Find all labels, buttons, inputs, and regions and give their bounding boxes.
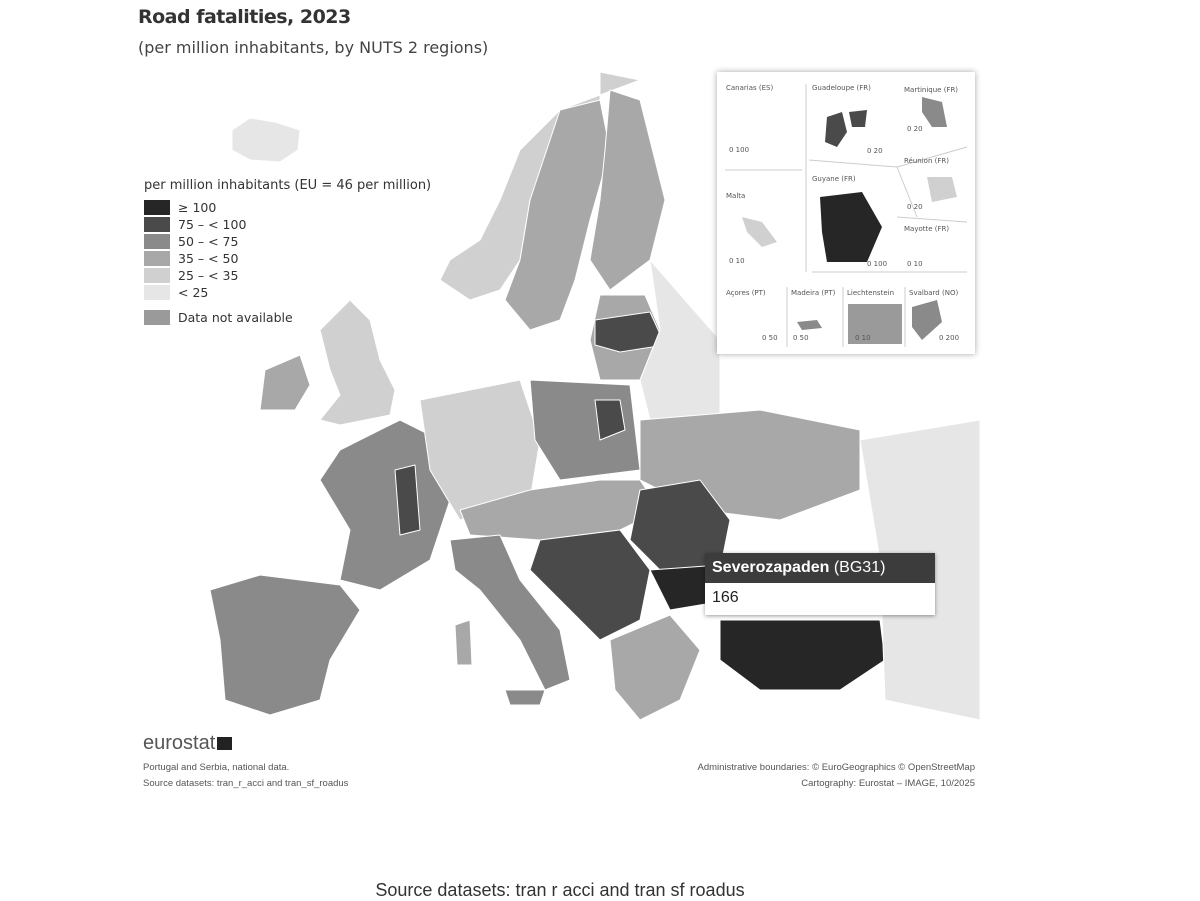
region-ireland[interactable] [260, 355, 310, 410]
inset-panel [717, 72, 975, 354]
inset-scale: 0 200 [939, 334, 960, 342]
inset-guadeloupe [825, 110, 867, 147]
inset-scale: 0 50 [793, 334, 809, 342]
legend-swatch [144, 251, 170, 266]
inset-label-svalbard: Svalbard (NO) [909, 289, 959, 297]
region-tooltip [705, 553, 935, 615]
legend-label: 25 – < 35 [178, 268, 239, 283]
inset-label-mayotte: Mayotte (FR) [904, 225, 950, 233]
inset-scale: 0 10 [729, 257, 745, 265]
inset-shapes [717, 72, 975, 354]
eu-flag-icon [217, 737, 232, 750]
legend-item [144, 250, 431, 267]
legend-swatch [144, 268, 170, 283]
region-france-east[interactable] [395, 465, 420, 535]
legend-label: Data not available [178, 310, 293, 325]
inset-scale: 0 50 [762, 334, 778, 342]
inset-label-guyane: Guyane (FR) [812, 175, 856, 183]
legend-swatch [144, 234, 170, 249]
tooltip-region-code: (BG31) [833, 559, 886, 576]
legend-title: per million inhabitants (EU = 46 per million) [144, 178, 432, 193]
inset-madeira [797, 320, 822, 330]
tooltip-value: 166 [705, 583, 935, 615]
legend-swatch [144, 285, 170, 300]
map-subtitle: (per million inhabitants, by NUTS 2 regions) [138, 38, 489, 57]
inset-label-canarias: Canarias (ES) [726, 84, 774, 92]
legend-swatch [144, 200, 170, 215]
map-title: Road fatalities, 2023 [138, 6, 351, 28]
caption: Source datasets: tran r acci and tran sf roadus [375, 880, 745, 900]
inset-label-madeira: Madeira (PT) [791, 289, 836, 297]
inset-scale: 0 100 [729, 146, 750, 154]
inset-scale: 0 100 [867, 260, 888, 268]
legend-item [144, 233, 431, 250]
legend-label: < 25 [178, 285, 209, 300]
inset-reunion [927, 177, 957, 202]
inset-martinique [922, 97, 947, 127]
footer-cartography: Cartography: Eurostat – IMAGE, 10/2025 [801, 778, 975, 789]
inset-guyane [820, 192, 882, 262]
tooltip-header [705, 553, 935, 583]
region-greece[interactable] [610, 615, 700, 720]
region-sicily[interactable] [505, 690, 545, 705]
inset-scale: 0 10 [855, 334, 871, 342]
inset-scale: 0 20 [867, 147, 883, 155]
inset-label-martinique: Martinique (FR) [904, 86, 959, 94]
inset-scale: 0 20 [907, 203, 923, 211]
legend-item [144, 284, 431, 301]
legend-item-na [144, 309, 431, 326]
inset-svalbard [912, 300, 942, 340]
legend-label: 75 – < 100 [178, 217, 247, 232]
inset-label-liechtenstein: Liechtenstein [847, 289, 895, 297]
inset-label-guadeloupe: Guadeloupe (FR) [812, 84, 871, 92]
footer-sources: Source datasets: tran_r_acci and tran_sf_roadus [143, 778, 349, 789]
eurostat-logo [143, 732, 232, 755]
inset-label-malta: Malta [726, 192, 746, 200]
legend-swatch [144, 310, 170, 325]
region-iceland[interactable] [232, 118, 300, 162]
inset-scale: 0 20 [907, 125, 923, 133]
inset-label-reunion: Réunion (FR) [904, 157, 949, 165]
legend-swatch [144, 217, 170, 232]
inset-scale: 0 10 [907, 260, 923, 268]
inset-label-acores: Açores (PT) [726, 289, 766, 297]
legend-item [144, 216, 431, 233]
footer-note: Portugal and Serbia, national data. [143, 762, 290, 773]
inset-malta [742, 217, 777, 247]
region-sardinia[interactable] [455, 620, 472, 665]
footer-boundaries: Administrative boundaries: © EuroGeographics © OpenStreetMap [697, 762, 975, 773]
logo-text: eurostat [143, 732, 216, 754]
legend-label: 35 – < 50 [178, 251, 239, 266]
legend-item [144, 199, 431, 216]
legend-label: 50 – < 75 [178, 234, 239, 249]
legend-item [144, 267, 431, 284]
tooltip-region-name: Severozapaden [712, 559, 830, 576]
region-iberia[interactable] [210, 575, 360, 715]
legend-label: ≥ 100 [178, 200, 217, 215]
region-turkey[interactable] [720, 620, 885, 690]
legend [144, 178, 431, 326]
